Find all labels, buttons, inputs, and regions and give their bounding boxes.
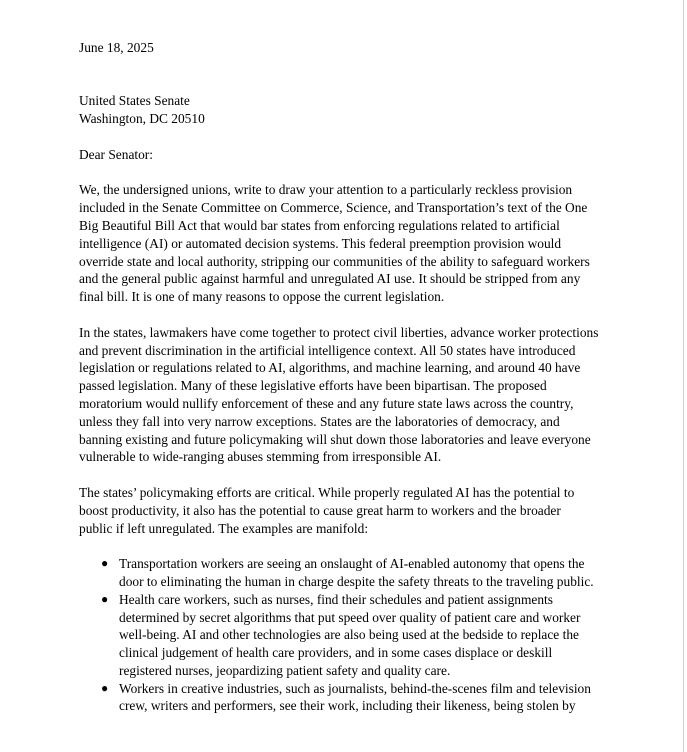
date-line: June 18, 2025: [79, 40, 154, 55]
text-line: The states’ policymaking efforts are critical. While properly regulated AI has the potential to: [79, 484, 575, 500]
salutation-line: Dear Senator:: [79, 146, 153, 162]
text-line: moratorium would nullify enforcement of these and any future state laws across the country,: [79, 395, 574, 411]
examples-list: [79, 555, 609, 715]
text-line: final bill. It is one of many reasons to oppose the current legislation.: [79, 289, 445, 305]
text-line: Workers in creative industries, such as journalists, behind-the-scenes film and television: [119, 680, 591, 696]
letter-date: [79, 39, 609, 57]
text-line: clinical judgement of health care providers, and in some cases displace or deskill: [119, 645, 553, 661]
list-item: [79, 555, 609, 591]
text-line: intelligence (AI) or automated decision systems. This federal preemption provision would: [79, 235, 562, 251]
text-line: vulnerable to wide-ranging abuses stemming from irresponsible AI.: [79, 449, 442, 465]
bullet-icon: ●: [101, 556, 109, 571]
recipient-line: United States Senate: [79, 93, 190, 109]
text-line: Transportation workers are seeing an onslaught of AI-enabled autonomy that opens the: [119, 556, 585, 572]
page-edge-divider: [683, 0, 684, 752]
text-line: well-being. AI and other technologies are also being used at the bedside to replace the: [119, 627, 579, 643]
bullet-icon: ●: [101, 680, 109, 695]
paragraph-1: [79, 181, 609, 306]
paragraph-3: [79, 484, 609, 537]
recipient-address: [79, 92, 609, 128]
letter-body: [79, 39, 609, 715]
text-line: legislation or regulations related to AI, algorithms, and machine learning, and around 40 have: [79, 360, 581, 376]
text-line: registered nurses, jeopardizing patient safety and quality care.: [119, 662, 451, 678]
text-line: door to eliminating the human in charge despite the safety threats to the traveling public.: [119, 573, 594, 589]
text-line: and the general public against harmful and unregulated AI use. It should be stripped from any: [79, 271, 581, 287]
text-line: Big Beautiful Bill Act that would bar states from enforcing regulations related to artificial: [79, 217, 560, 233]
text-line: banning existing and future policymaking will shut down those laboratories and leave everyone: [79, 431, 591, 447]
text-line: unless they fall into very narrow exceptions. States are the laboratories of democracy, and: [79, 413, 560, 429]
text-line: and prevent discrimination in the artificial intelligence context. All 50 states have introduced: [79, 342, 576, 358]
text-line: override state and local authority, stripping our communities of the ability to safeguard workers: [79, 253, 590, 269]
text-line: determined by secret algorithms that put speed over quality of patient care and worker: [119, 609, 581, 625]
bullet-icon: ●: [101, 591, 109, 606]
text-line: In the states, lawmakers have come together to protect civil liberties, advance worker protections: [79, 324, 599, 340]
text-line: Health care workers, such as nurses, find their schedules and patient assignments: [119, 591, 553, 607]
salutation: [79, 146, 609, 164]
text-line: public if left unregulated. The examples are manifold:: [79, 520, 369, 536]
text-line: included in the Senate Committee on Commerce, Science, and Transportation’s text of the One: [79, 200, 588, 216]
list-item: [79, 680, 609, 716]
list-item: [79, 591, 609, 680]
text-line: boost productivity, it also has the potential to cause great harm to workers and the broader: [79, 502, 561, 518]
text-line: crew, writers and performers, see their work, including their likeness, being stolen by: [119, 698, 576, 714]
recipient-line: Washington, DC 20510: [79, 111, 205, 127]
paragraph-2: [79, 324, 609, 466]
text-line: We, the undersigned unions, write to draw your attention to a particularly reckless provision: [79, 182, 573, 198]
text-line: passed legislation. Many of these legislative efforts have been bipartisan. The proposed: [79, 378, 547, 394]
